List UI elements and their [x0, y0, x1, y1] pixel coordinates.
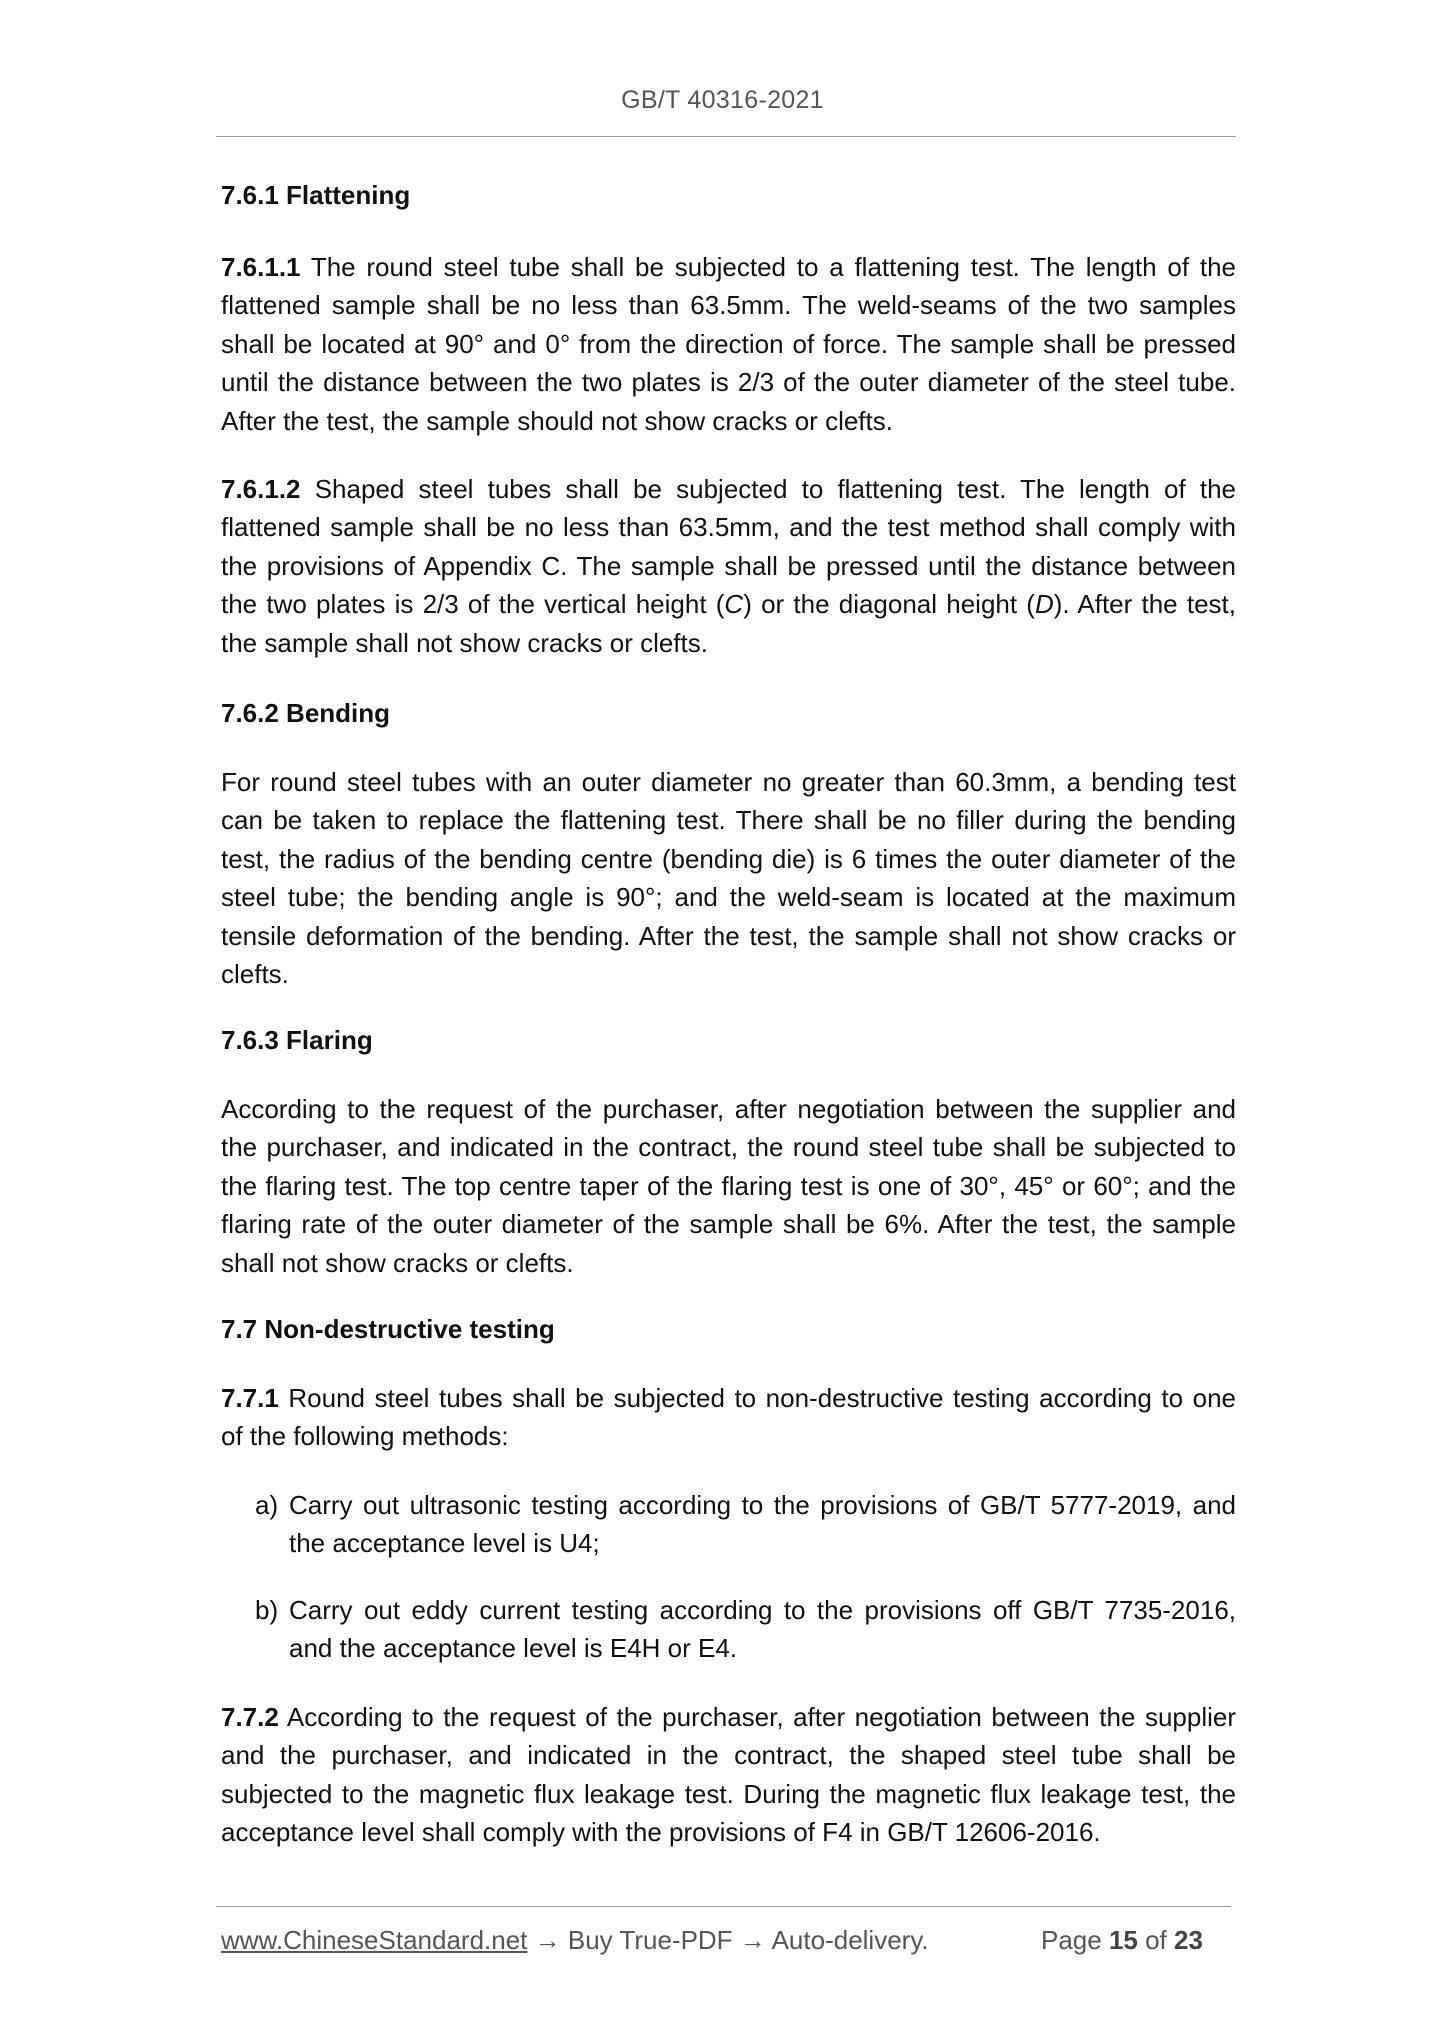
paragraph-text: ) or the diagonal height (: [743, 589, 1035, 620]
variable-d: D: [1034, 589, 1054, 620]
website-link[interactable]: www.ChineseStandard.net: [221, 1925, 528, 1955]
heading-7-6-3: 7.6.3 Flaring: [221, 1025, 373, 1055]
footer-divider: [216, 1906, 1231, 1907]
paragraph-text: According to the request of the purchaser, after negotiation between the supplier and the purchaser, and indicated in the contract, the shaped steel tube shall be subjected to the magnetic flux leakage test. During the magnetic flux leakage test, the acceptance level shall comply with the provisions of F4 in GB/T 12606-2016.: [221, 1702, 1236, 1848]
heading-7-6-1: 7.6.1 Flattening: [221, 180, 411, 210]
clause-number: 7.6.1.1: [221, 252, 301, 282]
paragraph-7-7-2: [221, 1698, 1236, 1852]
total-pages-number: 23: [1174, 1925, 1203, 1955]
footer-promo: [221, 1925, 929, 1956]
buy-text: Buy True-PDF: [567, 1925, 733, 1955]
list-marker: a): [255, 1490, 279, 1520]
list-marker: b): [255, 1595, 279, 1625]
header-divider: [216, 136, 1236, 137]
list-item-a: [255, 1486, 1236, 1563]
paragraph-text: The round steel tube shall be subjected to a flattening test. The length of the flattened sample shall be no less than 63.5mm. The weld-seams of the two samples shall be located at 90° and 0° from the direction of force. The sample shall be pressed until the distance between the two plates is 2/3 of the outer diameter of the steel tube. After the test, the sample should not show cracks or clefts.: [221, 252, 1236, 436]
variable-c: C: [724, 589, 744, 620]
heading-7-6-2: 7.6.2 Bending: [221, 698, 391, 728]
paragraph-text: Shaped steel tubes shall be subjected to flattening test. The length of the flattened sample shall be no less than 63.5mm, and the test method shall comply with the provisions of Appendix C. The sample shall be pressed until the distance between the two plates is 2/3 of the vertical height (: [221, 474, 1236, 620]
clause-number: 7.6.1.2: [221, 474, 301, 504]
current-page-number: 15: [1108, 1925, 1138, 1955]
list-item-text: Carry out eddy current testing according to the provisions off GB/T 7735-2016, and the acceptance level is E4H or E4.: [289, 1595, 1236, 1664]
paragraph-7-6-1-1: [221, 248, 1236, 440]
page-label: Page: [1041, 1925, 1109, 1955]
paragraph-7-6-2: For round steel tubes with an outer diameter no greater than 60.3mm, a bending test can be taken to replace the flattening test. There shall be no filler during the bending test, the radius of the bending centre (bending die) is 6 times the outer diameter of the steel tube; the bending angle is 90°; and the weld-seam is located at the maximum tensile deformation of the bending. After the test, the sample shall not show cracks or clefts.: [221, 767, 1236, 990]
arrow-icon: →: [732, 1925, 772, 1955]
heading-7-7: 7.7 Non-destructive testing: [221, 1314, 555, 1344]
list-item-text: Carry out ultrasonic testing according to the provisions of GB/T 5777-2019, and the acceptance level is U4;: [289, 1490, 1236, 1559]
paragraph-7-6-3: According to the request of the purchaser, after negotiation between the supplier and the purchaser, and indicated in the contract, the round steel tube shall be subjected to the flaring test. The top centre taper of the flaring test is one of 30°, 45° or 60°; and the flaring rate of the outer diameter of the sample shall be 6%. After the test, the sample shall not show cracks or clefts.: [221, 1094, 1236, 1278]
clause-number: 7.7.2: [221, 1702, 279, 1732]
page-indicator: [1041, 1925, 1203, 1956]
paragraph-text: Round steel tubes shall be subjected to non-destructive testing according to one of the following methods:: [221, 1383, 1236, 1452]
paragraph-7-6-1-2: [221, 470, 1236, 662]
delivery-text: Auto-delivery.: [771, 1925, 929, 1955]
list-item-b: [255, 1591, 1236, 1668]
paragraph-text: ). After the test, the sample shall not show cracks or clefts.: [221, 589, 1236, 658]
header-title: GB/T 40316-2021: [621, 86, 824, 114]
of-label: of: [1137, 1925, 1175, 1955]
clause-number: 7.7.1: [221, 1383, 279, 1413]
arrow-icon: →: [527, 1925, 568, 1955]
paragraph-7-7-1: [221, 1379, 1236, 1456]
